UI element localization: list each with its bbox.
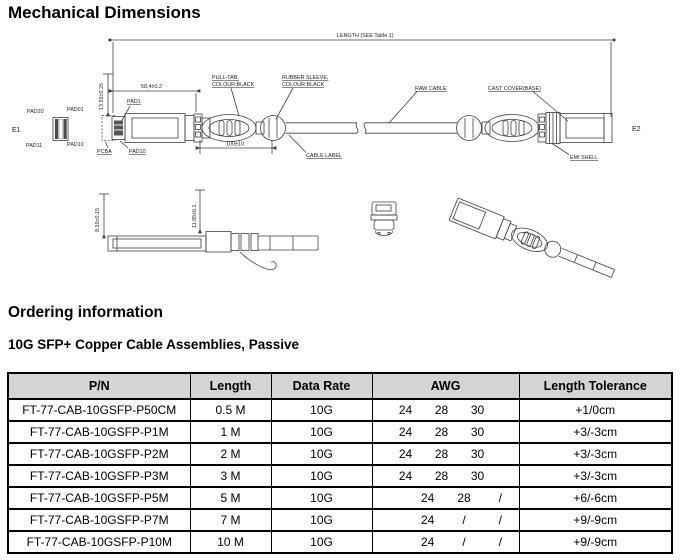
page-title: Mechanical Dimensions — [8, 3, 201, 22]
raw-cable-label: RAW CABLE — [415, 86, 447, 92]
cell-tolerance: +1/0cm — [519, 399, 672, 421]
cell-tolerance: +6/-6cm — [519, 487, 672, 509]
pad10-label: PAD10 — [67, 142, 84, 148]
table-header-row — [8, 373, 672, 399]
section-title-ordering: Ordering information — [8, 304, 163, 321]
table-row — [8, 421, 672, 443]
cell-data-rate: 10G — [271, 509, 372, 531]
cell-data-rate: 10G — [271, 443, 372, 465]
cell-length: 10 M — [190, 531, 271, 553]
cell-length: 5 M — [190, 487, 271, 509]
pad1-label: PAD1 — [127, 99, 141, 105]
dim-100-label: 100±10 — [226, 141, 244, 148]
col-header-length: Length — [190, 373, 271, 399]
cell-tolerance: +3/-3cm — [519, 465, 672, 487]
cell-length: 1 M — [190, 421, 271, 443]
col-header-awg: AWG — [372, 373, 519, 399]
table-row — [8, 487, 672, 509]
cast-cover-label: CAST COVER(BASE) — [488, 86, 541, 92]
col-header-pn: P/N — [8, 373, 190, 399]
emi-shell-label: EMI SHELL — [570, 155, 599, 161]
front-view — [371, 202, 397, 236]
cell-pn: FT-77-CAB-10GSFP-P50CM — [8, 399, 190, 421]
table-row — [8, 399, 672, 421]
cell-awg: 24 28 / — [372, 487, 519, 509]
cell-pn: FT-77-CAB-10GSFP-P2M — [8, 443, 190, 465]
cell-pn: FT-77-CAB-10GSFP-P7M — [8, 509, 190, 531]
col-header-data-rate: Data Rate — [271, 373, 372, 399]
rubber-sleeve-label-line1: RUBBER SLEEVE, — [282, 75, 329, 81]
cell-length: 2 M — [190, 443, 271, 465]
e1-pad-detail — [53, 118, 68, 141]
rubber-sleeve-label-line2: COLOUR:BLACK — [282, 82, 325, 88]
raw-cable — [286, 123, 458, 133]
perspective-view — [449, 198, 617, 285]
cell-awg: 24 28 30 — [372, 421, 519, 443]
pull-tab-label-line2: COLOUR:BLACK — [212, 82, 255, 88]
pull-tab-label-line1: PULL-TAB, — [212, 75, 239, 81]
cell-pn: FT-77-CAB-10GSFP-P1M — [8, 421, 190, 443]
cell-awg: 24 / / — [372, 509, 519, 531]
cell-data-rate: 10G — [271, 531, 372, 553]
cell-tolerance: +3/-3cm — [519, 421, 672, 443]
table-row — [8, 465, 672, 487]
e1-label: E1 — [12, 127, 21, 134]
cable-label-label: CABLE LABEL — [306, 153, 342, 159]
cell-data-rate: 10G — [271, 465, 372, 487]
length-dim-label: LENGTH (SEE Table 1) — [337, 33, 394, 39]
cell-data-rate: 10G — [271, 421, 372, 443]
table-subtitle: 10G SFP+ Copper Cable Assemblies, Passive — [8, 337, 300, 352]
cell-awg: 24 28 30 — [372, 443, 519, 465]
pad11-label: PAD11 — [26, 143, 43, 149]
col-header-length-tolerance: Length Tolerance — [519, 373, 672, 399]
e2-connector-top-view — [538, 113, 612, 144]
pad20-label: PAD20 — [27, 109, 44, 115]
e2-label: E2 — [632, 126, 641, 133]
cell-pn: FT-77-CAB-10GSFP-P5M — [8, 487, 190, 509]
side-height-front-label: 8.55±0.15 — [95, 208, 101, 232]
cell-pn: FT-77-CAB-10GSFP-P10M — [8, 531, 190, 553]
cell-data-rate: 10G — [271, 399, 372, 421]
e2-pull-tab — [485, 115, 539, 142]
cell-awg: 24 / / — [372, 531, 519, 553]
table-row — [8, 443, 672, 465]
pad10-callout-label: PAD10 — [129, 149, 146, 155]
cell-length: 0.5 M — [190, 399, 271, 421]
cell-pn: FT-77-CAB-10GSFP-P3M — [8, 465, 190, 487]
cell-length: 7 M — [190, 509, 271, 531]
ordering-table — [7, 372, 673, 554]
cell-awg: 24 28 30 — [372, 465, 519, 487]
pcba-label: PCBA — [97, 149, 112, 155]
cell-tolerance: +9/-9cm — [519, 509, 672, 531]
pad01-label: PAD01 — [67, 107, 84, 113]
e1-connector-top-view — [102, 114, 210, 143]
e1-rubber-sleeve — [256, 116, 286, 141]
cell-data-rate: 10G — [271, 487, 372, 509]
side-view — [99, 190, 318, 270]
side-height-back-label: 11.85±0.1 — [192, 204, 198, 228]
height-dim-label: 13.55±0.25 — [99, 83, 105, 110]
body-length-dim-label: 58,4±0.2 — [141, 84, 162, 90]
cell-tolerance: +9/-9cm — [519, 531, 672, 553]
cell-awg: 24 28 30 — [372, 399, 519, 421]
table-row — [8, 509, 672, 531]
cell-tolerance: +3/-3cm — [519, 443, 672, 465]
table-row — [8, 531, 672, 553]
cell-length: 3 M — [190, 465, 271, 487]
